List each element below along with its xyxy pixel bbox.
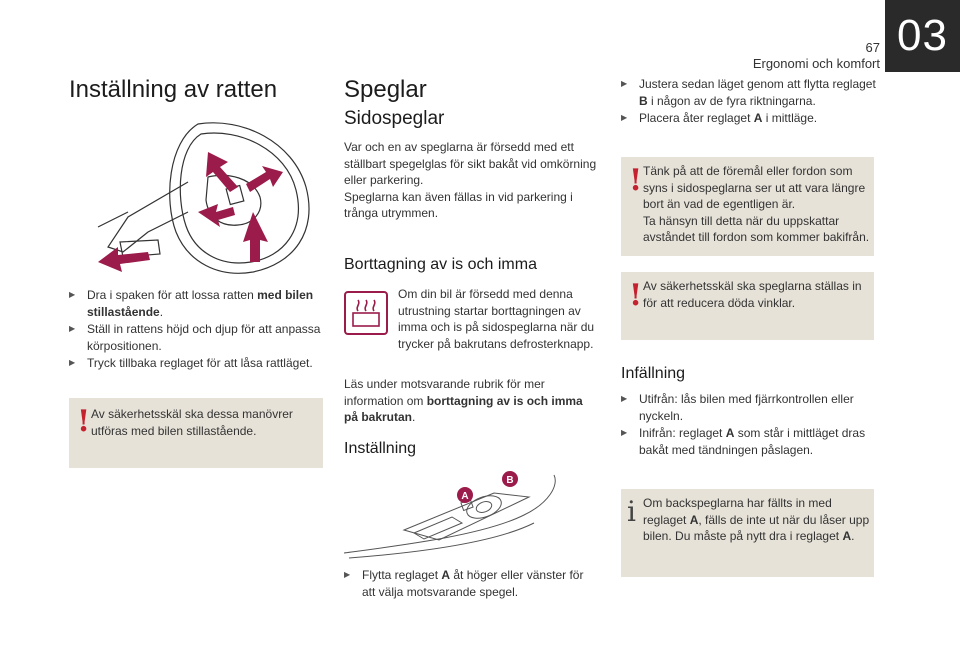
warning-box [621, 272, 874, 340]
page-number: 67 [865, 40, 880, 55]
settings-heading: Inställning [344, 440, 417, 457]
info-box [621, 489, 874, 577]
label-b: B [506, 475, 514, 486]
label-a: A [461, 491, 469, 502]
warning-text: Av säkerhetsskäl ska speglarna ställas in för att reducera döda vinklar. [643, 279, 862, 310]
warning-text: Tänk på att de föremål eller fordon som syns i sidospeglarna ser ut att vara längre bort än vad de egentligen är. Ta hänsyn till detta när du uppskattar avståndet till fordon som kommer bakifrån. [643, 164, 870, 244]
side-mirrors-subtitle: Sidospeglar [344, 108, 445, 129]
list-item: ▶ Utifrån: lås bilen med fjärrkontrollen eller nyckeln. [621, 391, 876, 424]
warning-box [69, 398, 323, 468]
info-text: Om backspeglarna har fällts in med reglaget A, fälls de inte ut när du låser upp bilen. Du måste på nytt dra i reglaget A. [643, 496, 870, 543]
defrost-icon [344, 291, 388, 335]
chapter-number: 03 [885, 0, 960, 72]
list-item: ▶ Dra i spaken för att lossa ratten med bilen stillastående. [69, 287, 324, 320]
defrost-text: Om din bil är försedd med denna utrustning startar borttagningen av imma och is på sidospeglarna när du trycker på bakrutans defrosterknapp. [398, 287, 595, 351]
folding-heading: Infällning [621, 365, 686, 382]
mirrors-intro: Var och en av speglarna är försedd med ett ställbart spegelglas för sikt bakåt vid omkörning eller parkering. Speglarna kan även fällas in vid parkering i trånga utrymmen. [344, 140, 597, 220]
warning-icon: ! [629, 278, 643, 313]
defrost-heading: Borttagning av is och imma [344, 256, 537, 273]
info-icon: i [627, 495, 636, 528]
mirrors-title: Speglar [344, 76, 427, 103]
chapter-title: Ergonomi och komfort [752, 56, 880, 71]
mirror-control-illustration [344, 465, 564, 560]
list-item: ▶ Placera åter reglaget A i mittläge. [621, 110, 876, 127]
warning-box [621, 157, 874, 256]
list-item: ▶ Flytta reglaget A åt höger eller vänster för att välja motsvarande spegel. [344, 567, 600, 600]
steering-wheel-illustration [68, 112, 324, 277]
read-more-text: Läs under motsvarande rubrik för mer information om borttagning av is och imma på bakrutan. [344, 377, 583, 424]
warning-icon: ! [77, 404, 91, 439]
steering-title: Inställning av ratten [69, 76, 278, 103]
list-item: ▶ Justera sedan läget genom att flytta reglaget B i någon av de fyra riktningarna. [621, 76, 876, 109]
list-item: ▶ Inifrån: reglaget A som står i mittläget dras bakåt med tändningen påslagen. [621, 425, 876, 458]
list-item: ▶ Tryck tillbaka reglaget för att låsa rattläget. [69, 355, 324, 372]
warning-text: Av säkerhetsskäl ska dessa manövrer utföras med bilen stillastående. [91, 407, 293, 438]
warning-icon: ! [629, 163, 643, 198]
list-item: ▶ Ställ in rattens höjd och djup för att anpassa körpositionen. [69, 321, 324, 354]
